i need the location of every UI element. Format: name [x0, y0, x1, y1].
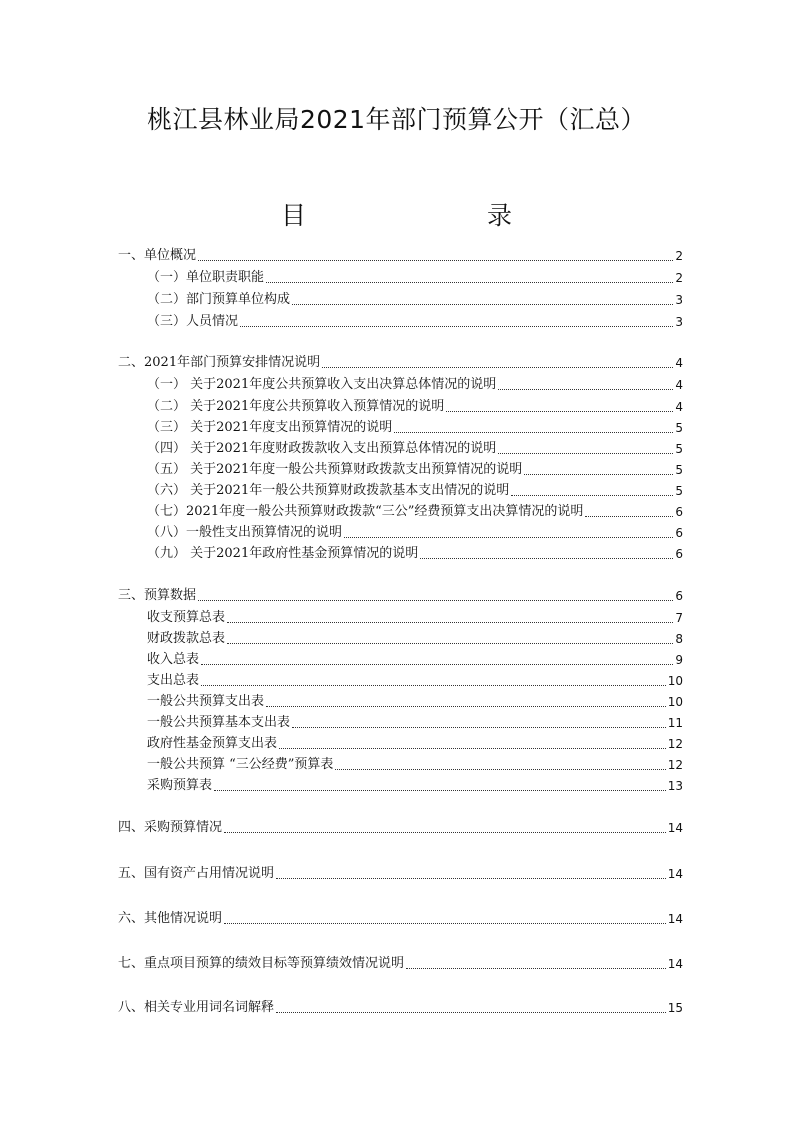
- toc-entry-fiscal-allocation-overall[interactable]: （四） 关于2021年度财政拨款收入支出预算总体情况的说明 5: [147, 441, 683, 456]
- toc-entry-unit-overview[interactable]: 一、单位概况 2: [118, 248, 683, 263]
- toc-entry-three-public-expenses[interactable]: （七）2021年度一般公共预算财政拨款“三公”经费预算支出决算情况的说明 6: [147, 504, 683, 519]
- toc-entry-income-summary[interactable]: 收入总表 9: [147, 652, 683, 667]
- toc-entry-income-budget[interactable]: （二） 关于2021年度公共预算收入预算情况的说明 4: [147, 399, 683, 414]
- toc-entry-general-public-expense-table[interactable]: 一般公共预算支出表 10: [147, 694, 683, 709]
- toc-entry-general-expense[interactable]: （八）一般性支出预算情况的说明 6: [147, 525, 683, 540]
- toc-entry-procurement-table[interactable]: 采购预算表 13: [147, 778, 683, 793]
- toc-entry-government-fund-table[interactable]: 政府性基金预算支出表 12: [147, 736, 683, 751]
- toc-entry-staff[interactable]: （三）人员情况 3: [147, 314, 683, 329]
- toc-entry-procurement[interactable]: 四、采购预算情况 14: [118, 820, 683, 835]
- toc-entry-income-expense-summary[interactable]: 收支预算总表 7: [147, 610, 683, 625]
- toc-entry-budget-data[interactable]: 三、预算数据 6: [118, 588, 683, 603]
- toc-entry-performance[interactable]: 七、重点项目预算的绩效目标等预算绩效情况说明 14: [118, 956, 683, 971]
- toc-entry-overall-income-expense[interactable]: （一） 关于2021年度公共预算收入支出决算总体情况的说明 4: [147, 377, 683, 392]
- toc-entry-three-public-table[interactable]: 一般公共预算 “三公经费”预算表 12: [147, 757, 683, 772]
- document-title: 桃江县林业局2021年部门预算公开（汇总）: [146, 105, 647, 134]
- toc-entry-expense-summary[interactable]: 支出总表 10: [147, 673, 683, 688]
- toc-entry-general-fiscal-expense[interactable]: （五） 关于2021年度一般公共预算财政拨款支出预算情况的说明 5: [147, 462, 683, 477]
- toc-entry-government-fund[interactable]: （九） 关于2021年政府性基金预算情况的说明 6: [147, 546, 683, 561]
- toc-entry-general-basic-expense-table[interactable]: 一般公共预算基本支出表 11: [147, 715, 683, 730]
- toc-entry-fiscal-allocation-summary[interactable]: 财政拨款总表 8: [147, 631, 683, 646]
- toc-entry-basic-expense[interactable]: （六） 关于2021年一般公共预算财政拨款基本支出情况的说明 5: [147, 483, 683, 498]
- toc-entry-state-assets[interactable]: 五、国有资产占用情况说明 14: [118, 866, 683, 881]
- toc-entry-other[interactable]: 六、其他情况说明 14: [118, 911, 683, 926]
- toc-entry-glossary[interactable]: 八、相关专业用词名词解释 15: [118, 1000, 683, 1015]
- toc-entry-budget-arrangement[interactable]: 二、2021年部门预算安排情况说明 4: [118, 355, 683, 370]
- toc-entry-duties[interactable]: （一）单位职责职能 2: [147, 270, 683, 285]
- toc-entry-expense-budget[interactable]: （三） 关于2021年度支出预算情况的说明 5: [147, 420, 683, 435]
- toc-heading: 目 录: [280, 201, 590, 230]
- toc-entry-units-composition[interactable]: （二）部门预算单位构成 3: [147, 292, 683, 307]
